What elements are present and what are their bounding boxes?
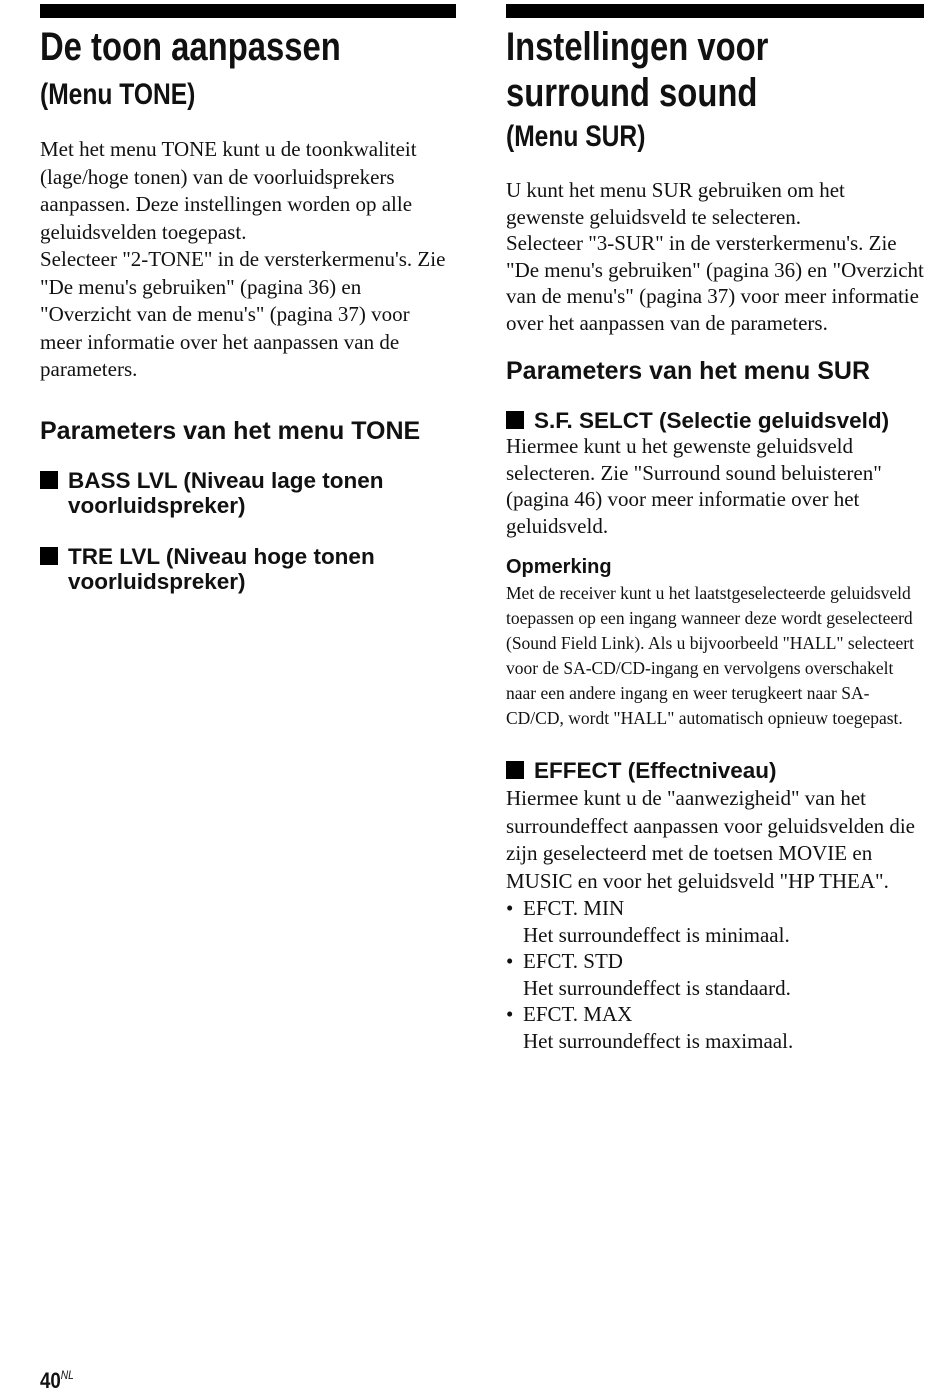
option-description: Het surroundeffect is standaard. xyxy=(523,975,791,1000)
section-rule xyxy=(40,4,456,18)
page-number-value: 40 xyxy=(40,1368,61,1393)
intro-paragraph-2: Selecteer "3-SUR" in de versterkermenu's. Zie "De menu's gebruiken" (pagina 36) en "Overzicht van de menu's" (pagina 37) voor meer informatie over het aanpassen van de parameters. xyxy=(506,231,924,335)
param-label: TRE LVL (Niveau hoge tonen voorluidspreker) xyxy=(68,543,375,594)
list-item xyxy=(506,895,924,948)
note-text: Met de receiver kunt u het laatstgeselecteerde geluidsveld toepassen op een ingang wanneer deze wordt geselecteerd (Sound Field Link). Als u bijvoorbeeld "HALL" selecteert voor de SA-CD/CD-ingang en vervolgens overschakelt naar een andere ingang en weer terugkeert naar SA-CD/CD, wordt "HALL" automatisch opnieuw toegepast. xyxy=(506,583,914,728)
page-locale: NL xyxy=(60,1368,74,1382)
left-column xyxy=(40,0,456,594)
section-heading: Parameters van het menu TONE xyxy=(40,416,421,445)
option-name: • EFCT. MAX xyxy=(523,1002,633,1026)
param-bass-lvl xyxy=(40,468,456,518)
note-heading: Opmerking xyxy=(506,556,612,578)
sf-description: Hiermee kunt u het gewenste geluidsveld selecteren. Zie "Surround sound beluisteren" (pagina 46) voor meer informatie over het geluidsveld. xyxy=(506,434,882,538)
param-label: EFFECT (Effectniveau) xyxy=(534,758,777,783)
square-bullet-icon xyxy=(40,471,58,489)
right-column xyxy=(506,0,924,1054)
intro-paragraph: U kunt het menu SUR gebruiken om het gewenste geluidsveld te selecteren. xyxy=(506,178,845,229)
section-rule xyxy=(506,4,924,18)
section-heading: Parameters van het menu SUR xyxy=(506,357,871,385)
param-label: BASS LVL (Niveau lage tonen voorluidspreker) xyxy=(68,467,384,518)
intro-paragraph: Met het menu TONE kunt u de toonkwaliteit (lage/hoge tonen) van de voorluidsprekers aanpassen. Deze instellingen worden op alle geluidsvelden toegepast. xyxy=(40,137,417,244)
effect-options-list xyxy=(506,895,924,1054)
page-title-line-1: Instellingen voor xyxy=(506,25,769,69)
param-tre-lvl xyxy=(40,544,456,594)
list-item xyxy=(506,948,924,1001)
option-description: Het surroundeffect is minimaal. xyxy=(523,922,790,947)
page-subtitle: (Menu SUR) xyxy=(506,120,646,153)
param-label: S.F. SELCT (Selectie geluidsveld) xyxy=(534,408,890,433)
square-bullet-icon xyxy=(506,761,524,779)
square-bullet-icon xyxy=(506,411,524,429)
page-title-line-2: surround sound xyxy=(506,71,758,115)
list-item xyxy=(506,1001,924,1054)
square-bullet-icon xyxy=(40,547,58,565)
option-name: • EFCT. MIN xyxy=(523,896,625,920)
page-title: De toon aanpassen xyxy=(40,25,341,69)
param-effect xyxy=(506,758,924,783)
effect-description: Hiermee kunt u de "aanwezigheid" van het surroundeffect aanpassen voor geluidsvelden die zijn geselecteerd met de toetsen MOVIE en MUSIC en voor het geluidsveld "HP THEA". xyxy=(506,786,915,893)
param-sf-selct xyxy=(506,408,924,433)
intro-paragraph-2: Selecteer "2-TONE" in de versterkermenu's. Zie "De menu's gebruiken" (pagina 36) en "Overzicht van de menu's" (pagina 37) voor meer informatie over het aanpassen van de parameters. xyxy=(40,247,446,381)
option-name: • EFCT. STD xyxy=(523,949,623,973)
option-description: Het surroundeffect is maximaal. xyxy=(523,1028,794,1053)
page-subtitle: (Menu TONE) xyxy=(40,78,196,111)
page-number xyxy=(40,1362,74,1394)
